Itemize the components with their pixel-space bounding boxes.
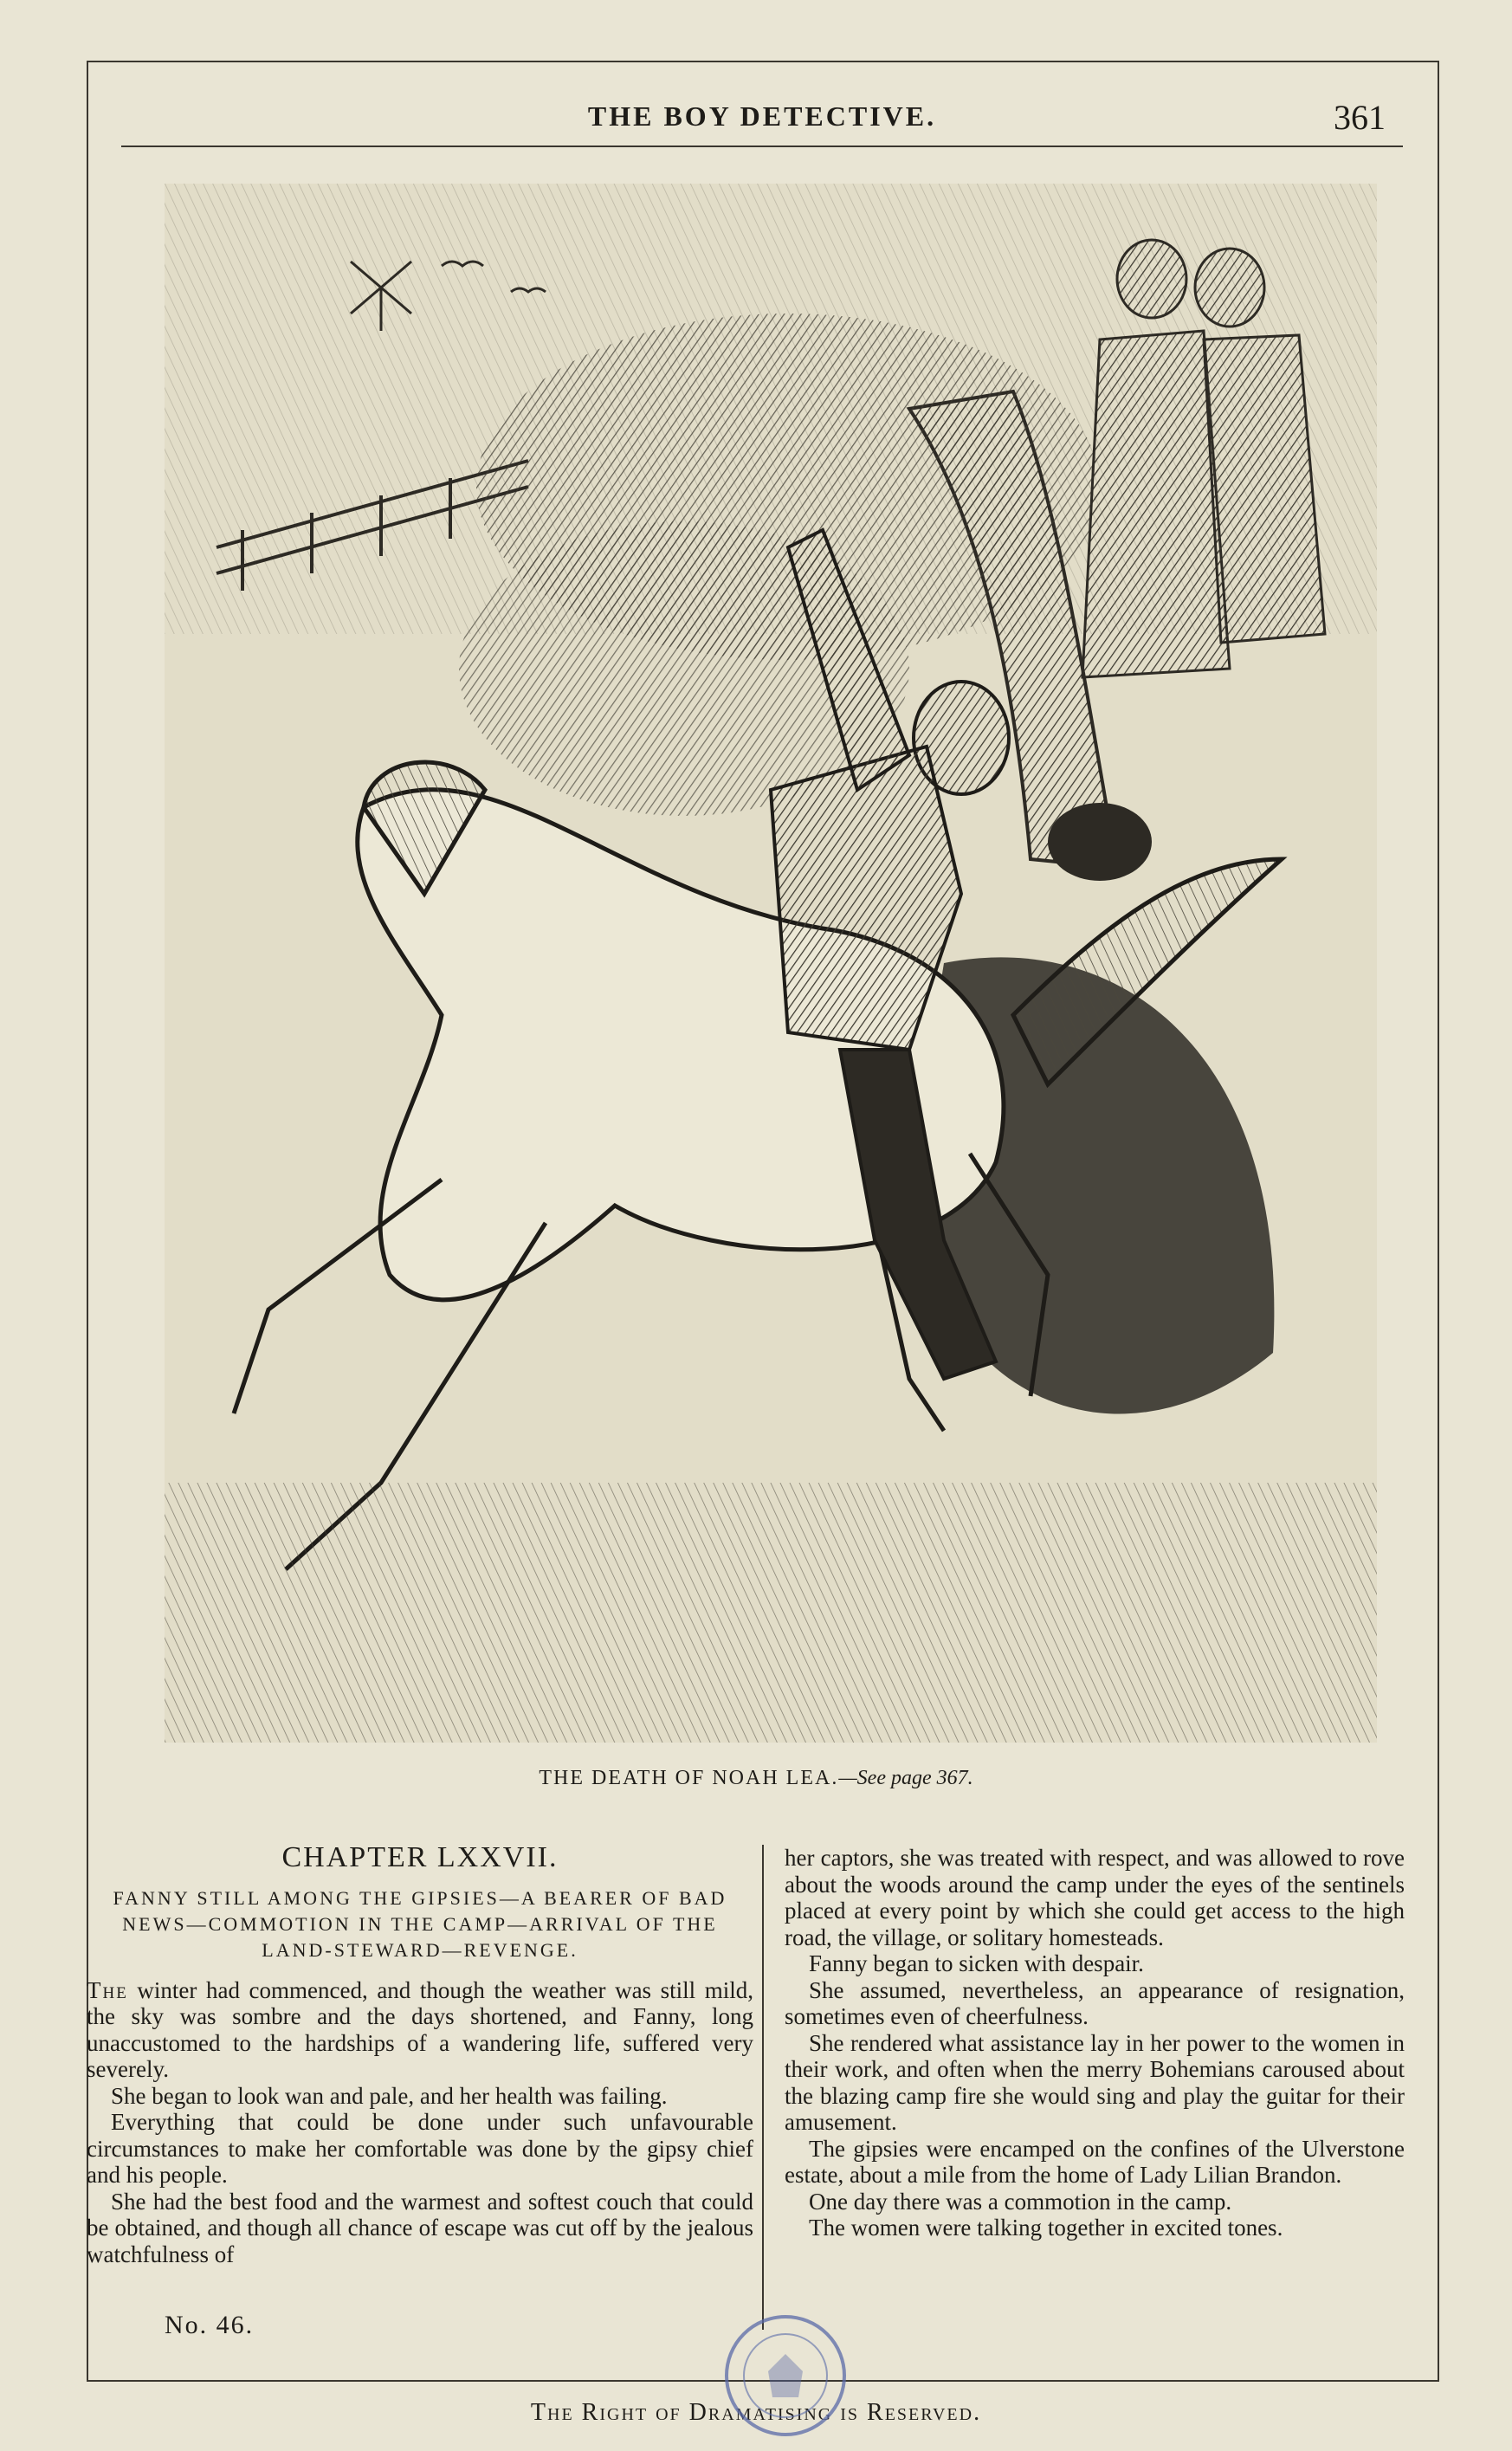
paragraph: She began to look wan and pale, and her health was failing. (111, 2082, 668, 2109)
paragraph: She assumed, nevertheless, an appearance of resignation, sometimes even of cheerfulness. (785, 1976, 1405, 2029)
engraving-illustration (165, 184, 1377, 1743)
paragraph: Fanny began to sicken with despair. (809, 1950, 1144, 1976)
text-column-left (87, 1841, 753, 2267)
text-column-right (785, 1845, 1405, 2241)
running-title: THE BOY DETECTIVE. (587, 100, 937, 132)
running-head (121, 94, 1403, 147)
chapter-title: CHAPTER LXXVII. (281, 1841, 559, 1873)
chapter-summary: FANNY STILL AMONG THE GIPSIES—A BEARER OF BAD NEWS—COMMOTION IN THE CAMP—ARRIVAL OF THE LAND-STEWARD—REVENGE. (113, 1886, 727, 1961)
caption-main: THE DEATH OF NOAH LEA. (539, 1767, 839, 1789)
paragraph (87, 1977, 753, 2083)
engraving-drawing (165, 184, 1377, 1743)
paragraph: her captors, she was treated with respect, and was allowed to rove about the woods around the camp under the eyes of the sentinels placed at every point by which she could get access to the high road, the village, or solitary homesteads. (785, 1845, 1405, 1950)
paragraph: She had the best food and the warmest and softest couch that could be obtained, and though all chance of escape was cut off by the jealous watchfulness of (87, 2188, 753, 2267)
dropcap-word: The (87, 1976, 128, 2003)
fallen-hat (1048, 803, 1152, 881)
column-divider (762, 1845, 764, 2330)
rights-note-text: The Right of Dramatising is Reserved. (530, 2399, 982, 2426)
page-number: 361 (1334, 98, 1386, 137)
caption-see-reference: —See page 367. (838, 1767, 973, 1789)
paragraph: One day there was a commotion in the camp. (809, 2188, 1232, 2215)
paragraph: She rendered what assistance lay in her power to the women in their work, and often when the merry Bohemians caroused about the blazing camp fire she would sing and play the guitar for their amusement. (785, 2029, 1405, 2135)
paragraph: The gipsies were encamped on the confines of the Ulverstone estate, about a mile from the home of Lady Lilian Brandon. (785, 2135, 1405, 2188)
illustration-caption (0, 1767, 1512, 1790)
issue-number: No. 46. (165, 2311, 255, 2339)
paragraph-text: winter had commenced, and though the weather was still mild, the sky was sombre and the days shortened, and Fanny, long unaccustomed to the hardships of a wandering life, suffered very severely. (87, 1976, 753, 2082)
paragraph: Everything that could be done under such unfavourable circumstances to make her comfortable was done by the gipsy chief and his people. (87, 2109, 753, 2188)
paragraph: The women were talking together in excited tones. (809, 2215, 1283, 2241)
museum-stamp (720, 2311, 850, 2441)
